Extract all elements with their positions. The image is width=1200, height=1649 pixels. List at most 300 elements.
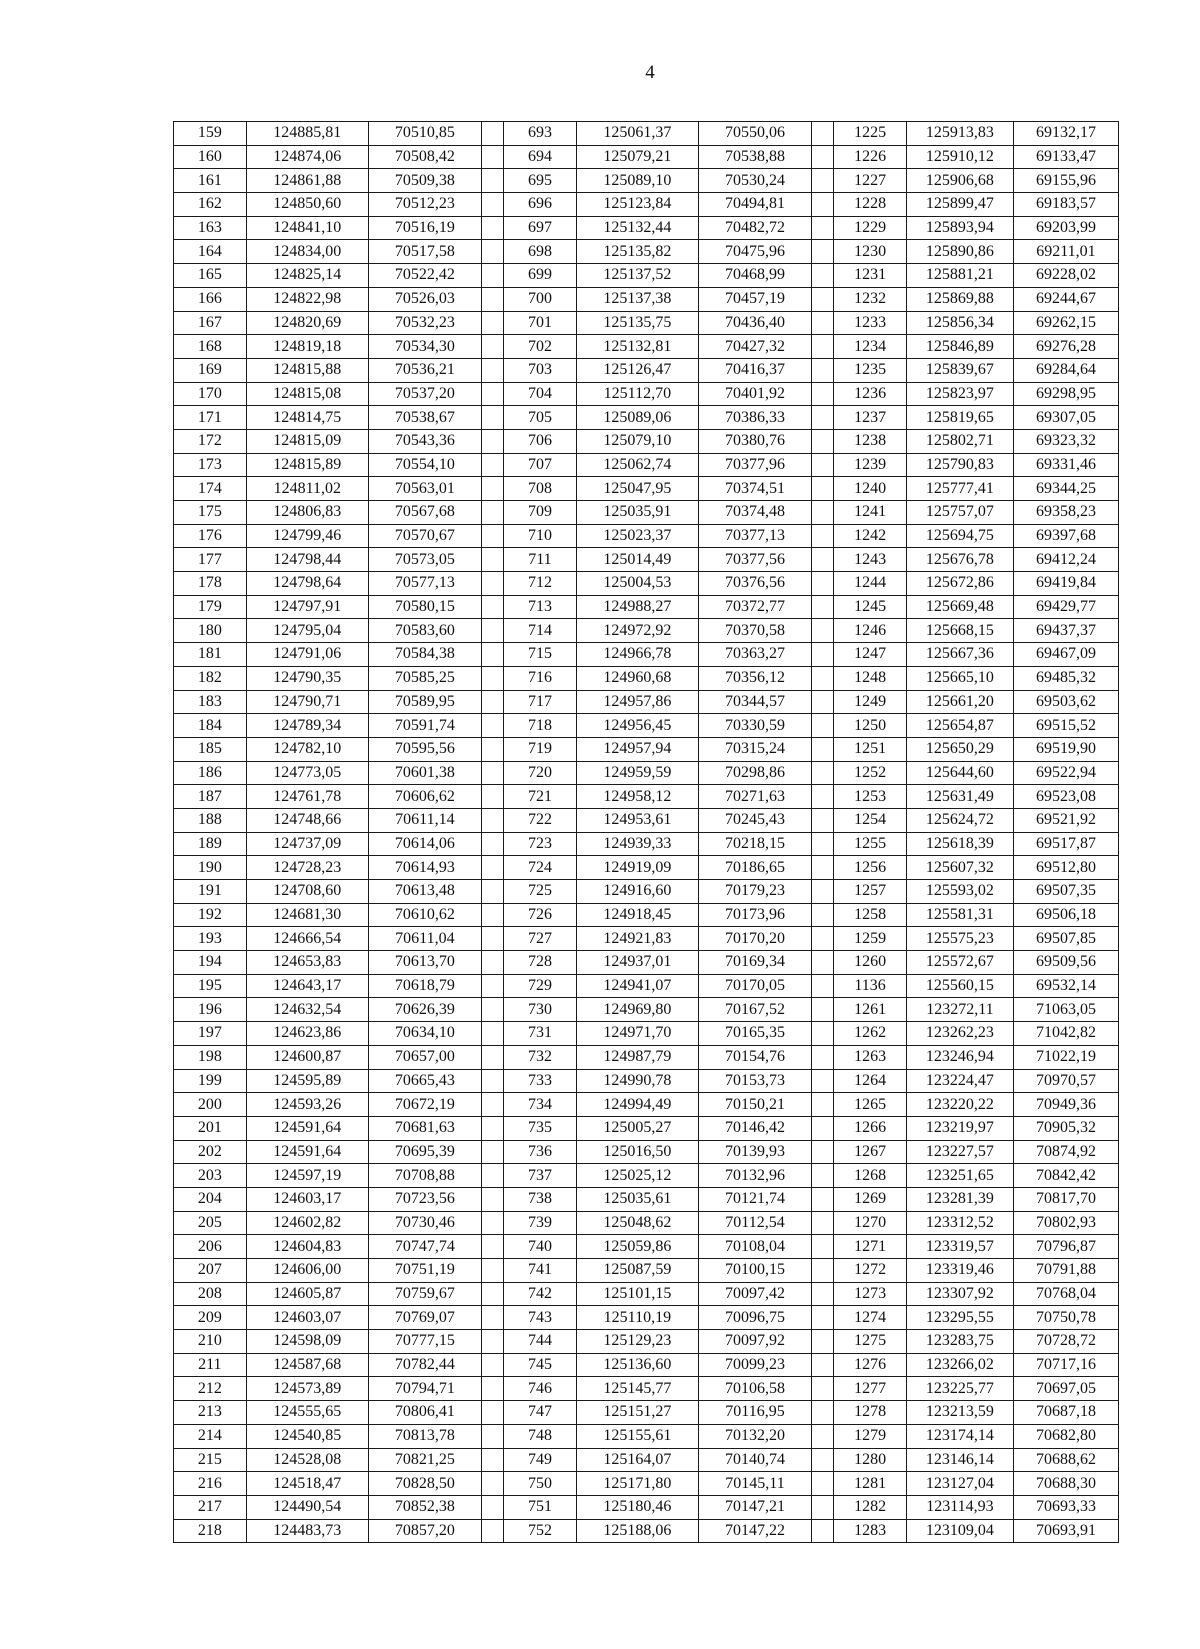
y-coordinate-cell: 70132,20 (698, 1424, 811, 1448)
point-number-cell: 1230 (834, 240, 907, 264)
point-number-cell: 173 (174, 453, 247, 477)
x-coordinate-cell: 124799,46 (246, 524, 368, 548)
point-number-cell: 171 (174, 406, 247, 430)
column-gap (481, 643, 503, 667)
column-gap (812, 122, 834, 146)
point-number-cell: 165 (174, 264, 247, 288)
y-coordinate-cell: 69485,32 (1013, 666, 1118, 690)
point-number-cell: 1136 (834, 974, 907, 998)
x-coordinate-cell: 124941,07 (576, 974, 698, 998)
y-coordinate-cell: 69532,14 (1013, 974, 1118, 998)
point-number-cell: 733 (504, 1069, 577, 1093)
point-number-cell: 738 (504, 1187, 577, 1211)
y-coordinate-cell: 69522,94 (1013, 761, 1118, 785)
column-gap (812, 595, 834, 619)
x-coordinate-cell: 123272,11 (906, 998, 1013, 1022)
y-coordinate-cell: 70457,19 (698, 287, 811, 311)
point-number-cell: 215 (174, 1448, 247, 1472)
x-coordinate-cell: 124681,30 (246, 903, 368, 927)
column-gap (481, 406, 503, 430)
y-coordinate-cell: 70154,76 (698, 1045, 811, 1069)
table-row (174, 1093, 1119, 1117)
x-coordinate-cell: 124604,83 (246, 1235, 368, 1259)
x-coordinate-cell: 123312,52 (906, 1211, 1013, 1235)
column-gap (812, 382, 834, 406)
point-number-cell: 746 (504, 1377, 577, 1401)
table-row (174, 453, 1119, 477)
point-number-cell: 186 (174, 761, 247, 785)
y-coordinate-cell: 70583,60 (368, 619, 481, 643)
x-coordinate-cell: 125618,39 (906, 832, 1013, 856)
x-coordinate-cell: 125089,06 (576, 406, 698, 430)
x-coordinate-cell: 125819,65 (906, 406, 1013, 430)
point-number-cell: 1277 (834, 1377, 907, 1401)
y-coordinate-cell: 69419,84 (1013, 572, 1118, 596)
x-coordinate-cell: 125137,38 (576, 287, 698, 311)
x-coordinate-cell: 125025,12 (576, 1164, 698, 1188)
x-coordinate-cell: 124990,78 (576, 1069, 698, 1093)
x-coordinate-cell: 125575,23 (906, 927, 1013, 951)
y-coordinate-cell: 70167,52 (698, 998, 811, 1022)
x-coordinate-cell: 123246,94 (906, 1045, 1013, 1069)
y-coordinate-cell: 70577,13 (368, 572, 481, 596)
table-row (174, 311, 1119, 335)
y-coordinate-cell: 70728,72 (1013, 1330, 1118, 1354)
table-row (174, 477, 1119, 501)
x-coordinate-cell: 125650,29 (906, 737, 1013, 761)
point-number-cell: 174 (174, 477, 247, 501)
table-row (174, 335, 1119, 359)
point-number-cell: 1255 (834, 832, 907, 856)
point-number-cell: 216 (174, 1472, 247, 1496)
table-row (174, 358, 1119, 382)
x-coordinate-cell: 124737,09 (246, 832, 368, 856)
x-coordinate-cell: 123251,65 (906, 1164, 1013, 1188)
x-coordinate-cell: 124916,60 (576, 880, 698, 904)
x-coordinate-cell: 124643,17 (246, 974, 368, 998)
column-gap (481, 619, 503, 643)
column-gap (481, 264, 503, 288)
column-gap (481, 690, 503, 714)
y-coordinate-cell: 69523,08 (1013, 785, 1118, 809)
point-number-cell: 188 (174, 808, 247, 832)
point-number-cell: 729 (504, 974, 577, 998)
column-gap (812, 169, 834, 193)
table-row (174, 643, 1119, 667)
x-coordinate-cell: 125665,10 (906, 666, 1013, 690)
x-coordinate-cell: 124874,06 (246, 145, 368, 169)
y-coordinate-cell: 70140,74 (698, 1448, 811, 1472)
x-coordinate-cell: 124994,49 (576, 1093, 698, 1117)
table-row (174, 690, 1119, 714)
x-coordinate-cell: 124825,14 (246, 264, 368, 288)
x-coordinate-cell: 124819,18 (246, 335, 368, 359)
x-coordinate-cell: 124603,07 (246, 1306, 368, 1330)
point-number-cell: 752 (504, 1519, 577, 1543)
y-coordinate-cell: 70601,38 (368, 761, 481, 785)
table-row (174, 1330, 1119, 1354)
x-coordinate-cell: 125129,23 (576, 1330, 698, 1354)
x-coordinate-cell: 123262,23 (906, 1022, 1013, 1046)
point-number-cell: 204 (174, 1187, 247, 1211)
y-coordinate-cell: 70132,96 (698, 1164, 811, 1188)
column-gap (481, 1140, 503, 1164)
x-coordinate-cell: 125631,49 (906, 785, 1013, 809)
x-coordinate-cell: 124623,86 (246, 1022, 368, 1046)
x-coordinate-cell: 125079,21 (576, 145, 698, 169)
x-coordinate-cell: 125654,87 (906, 714, 1013, 738)
point-number-cell: 178 (174, 572, 247, 596)
column-gap (481, 382, 503, 406)
column-gap (481, 1093, 503, 1117)
point-number-cell: 162 (174, 193, 247, 217)
x-coordinate-cell: 125101,15 (576, 1282, 698, 1306)
column-gap (812, 808, 834, 832)
column-gap (481, 595, 503, 619)
x-coordinate-cell: 125004,53 (576, 572, 698, 596)
column-gap (481, 761, 503, 785)
column-gap (812, 1495, 834, 1519)
y-coordinate-cell: 70613,70 (368, 951, 481, 975)
point-number-cell: 191 (174, 880, 247, 904)
table-row (174, 998, 1119, 1022)
x-coordinate-cell: 124555,65 (246, 1401, 368, 1425)
y-coordinate-cell: 70949,36 (1013, 1093, 1118, 1117)
column-gap (481, 548, 503, 572)
y-coordinate-cell: 70112,54 (698, 1211, 811, 1235)
point-number-cell: 725 (504, 880, 577, 904)
column-gap (481, 974, 503, 998)
table-row (174, 240, 1119, 264)
column-gap (481, 1424, 503, 1448)
column-gap (812, 903, 834, 927)
y-coordinate-cell: 70153,73 (698, 1069, 811, 1093)
x-coordinate-cell: 123266,02 (906, 1353, 1013, 1377)
y-coordinate-cell: 70611,04 (368, 927, 481, 951)
point-number-cell: 190 (174, 856, 247, 880)
x-coordinate-cell: 124988,27 (576, 595, 698, 619)
x-coordinate-cell: 125661,20 (906, 690, 1013, 714)
y-coordinate-cell: 69507,85 (1013, 927, 1118, 951)
y-coordinate-cell: 70147,21 (698, 1495, 811, 1519)
x-coordinate-cell: 125644,60 (906, 761, 1013, 785)
point-number-cell: 1278 (834, 1401, 907, 1425)
y-coordinate-cell: 70751,19 (368, 1259, 481, 1283)
x-coordinate-cell: 124591,64 (246, 1140, 368, 1164)
x-coordinate-cell: 125079,10 (576, 429, 698, 453)
point-number-cell: 724 (504, 856, 577, 880)
point-number-cell: 160 (174, 145, 247, 169)
y-coordinate-cell: 70614,93 (368, 856, 481, 880)
point-number-cell: 715 (504, 643, 577, 667)
y-coordinate-cell: 70106,58 (698, 1377, 811, 1401)
point-number-cell: 739 (504, 1211, 577, 1235)
point-number-cell: 698 (504, 240, 577, 264)
x-coordinate-cell: 124966,78 (576, 643, 698, 667)
point-number-cell: 744 (504, 1330, 577, 1354)
y-coordinate-cell: 69521,92 (1013, 808, 1118, 832)
column-gap (481, 240, 503, 264)
point-number-cell: 1247 (834, 643, 907, 667)
x-coordinate-cell: 124573,89 (246, 1377, 368, 1401)
point-number-cell: 1244 (834, 572, 907, 596)
y-coordinate-cell: 70482,72 (698, 216, 811, 240)
point-number-cell: 1271 (834, 1235, 907, 1259)
y-coordinate-cell: 70688,62 (1013, 1448, 1118, 1472)
column-gap (812, 1116, 834, 1140)
point-number-cell: 1237 (834, 406, 907, 430)
y-coordinate-cell: 70271,63 (698, 785, 811, 809)
point-number-cell: 1240 (834, 477, 907, 501)
x-coordinate-cell: 124602,82 (246, 1211, 368, 1235)
y-coordinate-cell: 70377,56 (698, 548, 811, 572)
column-gap (812, 501, 834, 525)
column-gap (481, 1282, 503, 1306)
x-coordinate-cell: 124490,54 (246, 1495, 368, 1519)
table-row (174, 1448, 1119, 1472)
point-number-cell: 721 (504, 785, 577, 809)
x-coordinate-cell: 123307,92 (906, 1282, 1013, 1306)
y-coordinate-cell: 70150,21 (698, 1093, 811, 1117)
x-coordinate-cell: 124518,47 (246, 1472, 368, 1496)
point-number-cell: 197 (174, 1022, 247, 1046)
table-row (174, 382, 1119, 406)
point-number-cell: 199 (174, 1069, 247, 1093)
point-number-cell: 719 (504, 737, 577, 761)
y-coordinate-cell: 70687,18 (1013, 1401, 1118, 1425)
point-number-cell: 1265 (834, 1093, 907, 1117)
x-coordinate-cell: 124708,60 (246, 880, 368, 904)
table-row (174, 524, 1119, 548)
point-number-cell: 196 (174, 998, 247, 1022)
y-coordinate-cell: 70380,76 (698, 429, 811, 453)
column-gap (812, 358, 834, 382)
point-number-cell: 206 (174, 1235, 247, 1259)
column-gap (812, 737, 834, 761)
table-row (174, 761, 1119, 785)
y-coordinate-cell: 70828,50 (368, 1472, 481, 1496)
y-coordinate-cell: 70695,39 (368, 1140, 481, 1164)
point-number-cell: 1259 (834, 927, 907, 951)
point-number-cell: 1273 (834, 1282, 907, 1306)
y-coordinate-cell: 70510,85 (368, 122, 481, 146)
y-coordinate-cell: 70108,04 (698, 1235, 811, 1259)
point-number-cell: 732 (504, 1045, 577, 1069)
column-gap (812, 1069, 834, 1093)
column-gap (812, 311, 834, 335)
table-row (174, 122, 1119, 146)
point-number-cell: 1234 (834, 335, 907, 359)
point-number-cell: 718 (504, 714, 577, 738)
point-number-cell: 213 (174, 1401, 247, 1425)
y-coordinate-cell: 70613,48 (368, 880, 481, 904)
column-gap (812, 1472, 834, 1496)
y-coordinate-cell: 70794,71 (368, 1377, 481, 1401)
x-coordinate-cell: 124921,83 (576, 927, 698, 951)
y-coordinate-cell: 71022,19 (1013, 1045, 1118, 1069)
column-gap (481, 737, 503, 761)
x-coordinate-cell: 123283,75 (906, 1330, 1013, 1354)
y-coordinate-cell: 69397,68 (1013, 524, 1118, 548)
point-number-cell: 750 (504, 1472, 577, 1496)
y-coordinate-cell: 70121,74 (698, 1187, 811, 1211)
point-number-cell: 1256 (834, 856, 907, 880)
column-gap (481, 193, 503, 217)
x-coordinate-cell: 125667,36 (906, 643, 1013, 667)
point-number-cell: 1280 (834, 1448, 907, 1472)
point-number-cell: 730 (504, 998, 577, 1022)
y-coordinate-cell: 70759,67 (368, 1282, 481, 1306)
x-coordinate-cell: 124815,09 (246, 429, 368, 453)
y-coordinate-cell: 70550,06 (698, 122, 811, 146)
y-coordinate-cell: 71042,82 (1013, 1022, 1118, 1046)
x-coordinate-cell: 124798,44 (246, 548, 368, 572)
table-row (174, 737, 1119, 761)
table-row (174, 1069, 1119, 1093)
x-coordinate-cell: 124528,08 (246, 1448, 368, 1472)
table-row (174, 1140, 1119, 1164)
x-coordinate-cell: 125061,37 (576, 122, 698, 146)
x-coordinate-cell: 125881,21 (906, 264, 1013, 288)
point-number-cell: 717 (504, 690, 577, 714)
y-coordinate-cell: 70170,20 (698, 927, 811, 951)
point-number-cell: 1263 (834, 1045, 907, 1069)
point-number-cell: 700 (504, 287, 577, 311)
x-coordinate-cell: 125669,48 (906, 595, 1013, 619)
x-coordinate-cell: 124822,98 (246, 287, 368, 311)
point-number-cell: 202 (174, 1140, 247, 1164)
table-row (174, 785, 1119, 809)
column-gap (481, 1472, 503, 1496)
point-number-cell: 1243 (834, 548, 907, 572)
point-number-cell: 1253 (834, 785, 907, 809)
point-number-cell: 175 (174, 501, 247, 525)
table-row (174, 572, 1119, 596)
x-coordinate-cell: 123114,93 (906, 1495, 1013, 1519)
y-coordinate-cell: 70614,06 (368, 832, 481, 856)
x-coordinate-cell: 124956,45 (576, 714, 698, 738)
y-coordinate-cell: 70681,63 (368, 1116, 481, 1140)
y-coordinate-cell: 69323,32 (1013, 429, 1118, 453)
y-coordinate-cell: 70708,88 (368, 1164, 481, 1188)
column-gap (812, 951, 834, 975)
y-coordinate-cell: 70747,74 (368, 1235, 481, 1259)
y-coordinate-cell: 69358,23 (1013, 501, 1118, 525)
y-coordinate-cell: 71063,05 (1013, 998, 1118, 1022)
point-number-cell: 1260 (834, 951, 907, 975)
y-coordinate-cell: 70532,23 (368, 311, 481, 335)
column-gap (812, 1401, 834, 1425)
x-coordinate-cell: 124653,83 (246, 951, 368, 975)
point-number-cell: 1249 (834, 690, 907, 714)
column-gap (812, 880, 834, 904)
y-coordinate-cell: 69437,37 (1013, 619, 1118, 643)
x-coordinate-cell: 124811,02 (246, 477, 368, 501)
x-coordinate-cell: 125132,44 (576, 216, 698, 240)
x-coordinate-cell: 124790,71 (246, 690, 368, 714)
point-number-cell: 164 (174, 240, 247, 264)
x-coordinate-cell: 124597,19 (246, 1164, 368, 1188)
point-number-cell: 1226 (834, 145, 907, 169)
table-row (174, 1045, 1119, 1069)
x-coordinate-cell: 124957,94 (576, 737, 698, 761)
x-coordinate-cell: 125560,15 (906, 974, 1013, 998)
y-coordinate-cell: 70218,15 (698, 832, 811, 856)
column-gap (481, 951, 503, 975)
column-gap (481, 1116, 503, 1140)
y-coordinate-cell: 70100,15 (698, 1259, 811, 1283)
y-coordinate-cell: 70165,35 (698, 1022, 811, 1046)
y-coordinate-cell: 69183,57 (1013, 193, 1118, 217)
y-coordinate-cell: 70173,96 (698, 903, 811, 927)
column-gap (481, 927, 503, 951)
y-coordinate-cell: 70376,56 (698, 572, 811, 596)
column-gap (481, 122, 503, 146)
point-number-cell: 168 (174, 335, 247, 359)
x-coordinate-cell: 123127,04 (906, 1472, 1013, 1496)
point-number-cell: 734 (504, 1093, 577, 1117)
y-coordinate-cell: 69132,17 (1013, 122, 1118, 146)
point-number-cell: 735 (504, 1116, 577, 1140)
point-number-cell: 1268 (834, 1164, 907, 1188)
column-gap (812, 714, 834, 738)
point-number-cell: 208 (174, 1282, 247, 1306)
column-gap (481, 808, 503, 832)
point-number-cell: 1281 (834, 1472, 907, 1496)
table-row (174, 1235, 1119, 1259)
x-coordinate-cell: 124598,09 (246, 1330, 368, 1354)
y-coordinate-cell: 70791,88 (1013, 1259, 1118, 1283)
x-coordinate-cell: 124959,59 (576, 761, 698, 785)
column-gap (812, 145, 834, 169)
y-coordinate-cell: 70618,79 (368, 974, 481, 998)
point-number-cell: 703 (504, 358, 577, 382)
x-coordinate-cell: 124861,88 (246, 169, 368, 193)
point-number-cell: 203 (174, 1164, 247, 1188)
point-number-cell: 210 (174, 1330, 247, 1354)
point-number-cell: 172 (174, 429, 247, 453)
x-coordinate-cell: 125668,15 (906, 619, 1013, 643)
point-number-cell: 180 (174, 619, 247, 643)
x-coordinate-cell: 124789,34 (246, 714, 368, 738)
point-number-cell: 1251 (834, 737, 907, 761)
y-coordinate-cell: 70693,91 (1013, 1519, 1118, 1543)
y-coordinate-cell: 70538,88 (698, 145, 811, 169)
column-gap (481, 1211, 503, 1235)
x-coordinate-cell: 124937,01 (576, 951, 698, 975)
table-row (174, 264, 1119, 288)
x-coordinate-cell: 125869,88 (906, 287, 1013, 311)
point-number-cell: 714 (504, 619, 577, 643)
column-gap (812, 927, 834, 951)
y-coordinate-cell: 70852,38 (368, 1495, 481, 1519)
column-gap (812, 240, 834, 264)
y-coordinate-cell: 70427,32 (698, 335, 811, 359)
y-coordinate-cell: 70099,23 (698, 1353, 811, 1377)
point-number-cell: 1242 (834, 524, 907, 548)
x-coordinate-cell: 125676,78 (906, 548, 1013, 572)
y-coordinate-cell: 70517,58 (368, 240, 481, 264)
column-gap (812, 1093, 834, 1117)
y-coordinate-cell: 70416,37 (698, 358, 811, 382)
point-number-cell: 740 (504, 1235, 577, 1259)
x-coordinate-cell: 123146,14 (906, 1448, 1013, 1472)
x-coordinate-cell: 125910,12 (906, 145, 1013, 169)
y-coordinate-cell: 70116,95 (698, 1401, 811, 1425)
table-row (174, 1116, 1119, 1140)
y-coordinate-cell: 69298,95 (1013, 382, 1118, 406)
table-row (174, 856, 1119, 880)
